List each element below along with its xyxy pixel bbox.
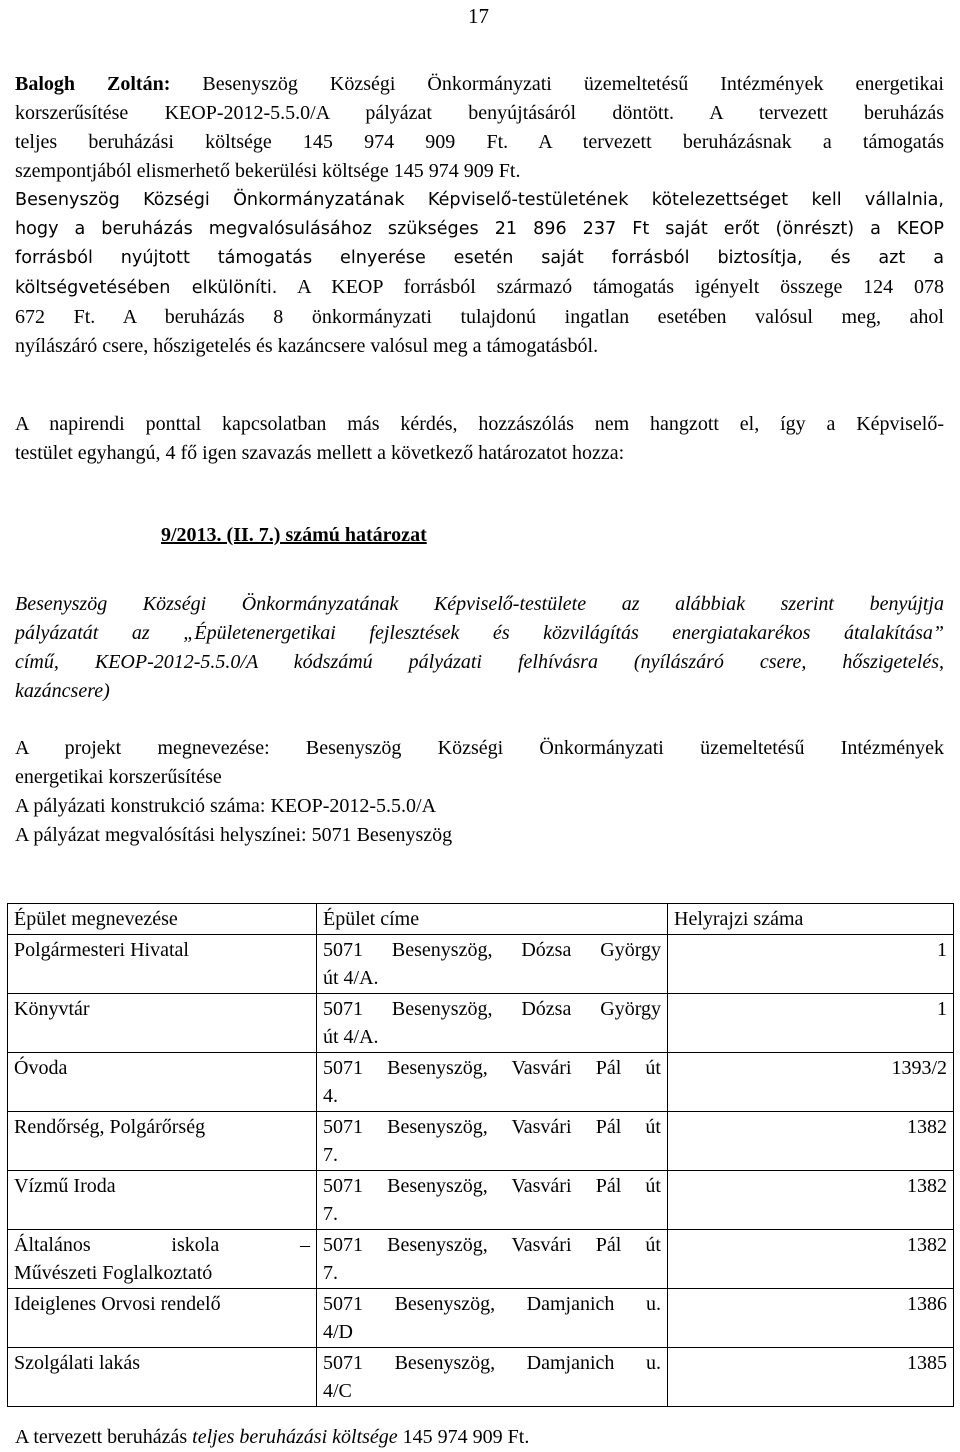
header-cell: Helyrajzi száma — [668, 904, 954, 935]
speaker-name: Balogh Zoltán: — [15, 73, 171, 95]
lot-number-cell: 1 — [668, 994, 954, 1053]
lot-number-cell: 1393/2 — [668, 1053, 954, 1112]
building-name-cell: Ideiglenes Orvosi rendelő — [8, 1289, 317, 1348]
resolution-title: 9/2013. (II. 7.) számú határozat — [161, 524, 427, 546]
building-name-cell: Polgármesteri Hivatal — [8, 935, 317, 994]
building-address-cell: 5071 Besenyszög, Vasvári Pál út 7. — [317, 1230, 668, 1289]
table-row — [8, 1053, 954, 1112]
building-name-cell: Szolgálati lakás — [8, 1348, 317, 1407]
total-cost-line: A tervezett beruházás teljes beruházási költsége 145 974 909 Ft. — [15, 1426, 530, 1448]
buildings-table — [7, 903, 954, 1407]
table-row — [8, 1348, 954, 1407]
building-address-cell: 5071 Besenyszög, Dózsa György út 4/A. — [317, 935, 668, 994]
table-row — [8, 935, 954, 994]
resolution-body: Besenyszög Községi Önkormányzatának Képviselő-testülete az alábbiak szerint benyújtja pályázatát az „Épületenergetikai fejlesztések és közvilágítás energiatakarékos átalakítása” című, KEOP-2012-5.5.0/A kódszámú pályázati felhívásra (nyílászáró csere, hőszigetelés, kazáncsere) — [15, 593, 944, 702]
lot-number-cell: 1 — [668, 935, 954, 994]
intro-paragraph: Balogh Zoltán: Besenyszög Községi Önkormányzati üzemeltetésű Intézmények energetikai korszerűsítése KEOP-2012-5.5.0/A pályázat benyújtásáról döntött. A tervezett beruházás teljes beruházási költsége 145 974 909 Ft. A tervezett beruházásnak a támogatás szempontjából elismerhető bekerülési költsége 145 974 909 Ft. Besenyszög Községi Önkormányzatának Képviselő-testületének kötelezettséget kell vállalnia, hogy a beruházás megvalósulásához szükséges 21 896 237 Ft saját erőt (önrészt) a KEOP forrásból nyújtott támogatás elnyerése esetén saját forrásból biztosítja, és azt a költségvetésében elkülöníti. A KEOP forrásból származó támogatás igényelt összege 124 078 672 Ft. A beruházás 8 önkormányzati tulajdonú ingatlan esetében valósul meg, ahol nyílászáró csere, hőszigetelés és kazáncsere valósul meg a támogatásból. — [15, 73, 944, 357]
table-row — [8, 1289, 954, 1348]
project-name-line: energetikai korszerűsítése — [15, 766, 222, 788]
construction-number: A pályázati konstrukció száma: KEOP-2012-5.5.0/A — [15, 795, 437, 817]
table-row — [8, 1112, 954, 1171]
building-name-cell: Könyvtár — [8, 994, 317, 1053]
table-row — [8, 994, 954, 1053]
table-row — [8, 1230, 954, 1289]
table-row — [8, 1171, 954, 1230]
building-name-cell: Rendőrség, Polgárőrség — [8, 1112, 317, 1171]
building-address-cell: 5071 Besenyszög, Dózsa György út 4/A. — [317, 994, 668, 1053]
building-name-cell: Óvoda — [8, 1053, 317, 1112]
building-address-cell: 5071 Besenyszög, Vasvári Pál út 7. — [317, 1112, 668, 1171]
lot-number-cell: 1382 — [668, 1171, 954, 1230]
project-name-line: A projekt megnevezése: Besenyszög Községi Önkormányzati üzemeltetésű Intézmények — [15, 737, 944, 759]
vote-paragraph: A napirendi ponttal kapcsolatban más kérdés, hozzászólás nem hangzott el, így a Képviselő- testület egyhangú, 4 fő igen szavazás mellett a következő határozatot hozza: — [15, 413, 944, 464]
building-address-cell: 5071 Besenyszög, Damjanich u. 4/D — [317, 1289, 668, 1348]
building-address-cell: 5071 Besenyszög, Vasvári Pál út 4. — [317, 1053, 668, 1112]
project-details — [15, 734, 944, 850]
page-number: 17 — [468, 4, 489, 28]
header-cell: Épület megnevezése — [8, 904, 317, 935]
building-address-cell: 5071 Besenyszög, Damjanich u. 4/C — [317, 1348, 668, 1407]
building-address-cell: 5071 Besenyszög, Vasvári Pál út 7. — [317, 1171, 668, 1230]
header-cell: Épület címe — [317, 904, 668, 935]
cost-emphasis: teljes beruházási költsége — [192, 1426, 398, 1448]
lot-number-cell: 1386 — [668, 1289, 954, 1348]
table-header-row — [8, 904, 954, 935]
building-name-cell: Vízmű Iroda — [8, 1171, 317, 1230]
lot-number-cell: 1382 — [668, 1230, 954, 1289]
project-locations: A pályázat megvalósítási helyszínei: 5071 Besenyszög — [15, 824, 453, 846]
building-name-cell: Általános iskola – Művészeti Foglalkoztató — [8, 1230, 317, 1289]
lot-number-cell: 1385 — [668, 1348, 954, 1407]
lot-number-cell: 1382 — [668, 1112, 954, 1171]
